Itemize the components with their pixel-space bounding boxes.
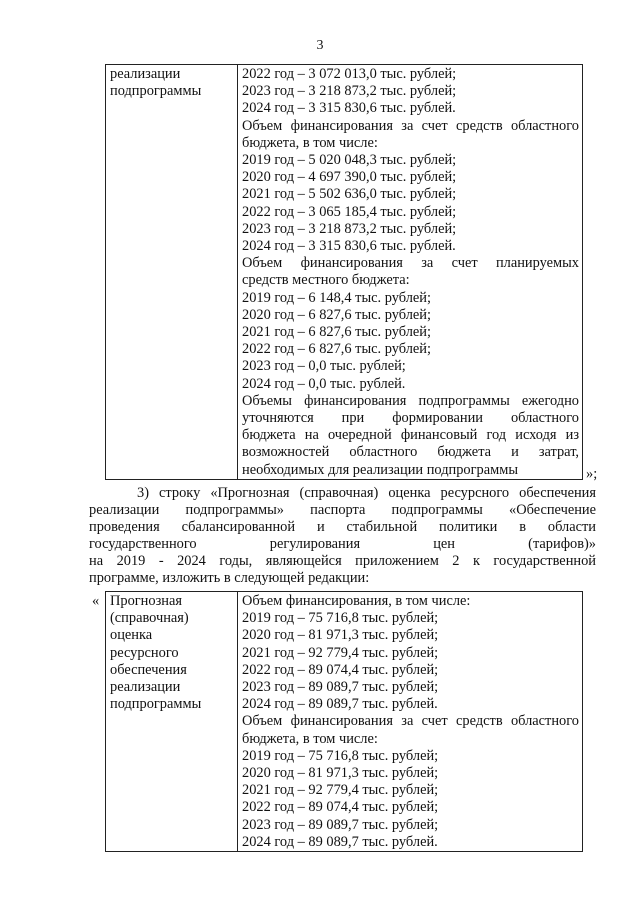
row-label-line: (справочная) bbox=[110, 610, 189, 627]
value-line: 2022 год – 6 827,6 тыс. рублей; bbox=[242, 341, 431, 358]
value-line: 2022 год – 89 074,4 тыс. рублей; bbox=[242, 799, 439, 816]
value-line: 2020 год – 6 827,6 тыс. рублей; bbox=[242, 306, 431, 323]
value-line: 2019 год – 6 148,4 тыс. рублей; bbox=[242, 289, 431, 306]
page-number: 3 bbox=[316, 38, 324, 53]
value-line: 2023 год – 0,0 тыс. рублей; bbox=[242, 358, 406, 375]
row-label-line: подпрограммы bbox=[110, 83, 202, 100]
paragraph-line: проведения сбалансированной и стабильной политики в области bbox=[89, 519, 596, 535]
paragraph-line: программе, изложить в следующей редакции: bbox=[89, 570, 370, 586]
value-line: 2019 год – 5 020 048,3 тыс. рублей; bbox=[242, 152, 457, 169]
value-line: уточняются при формировании областного bbox=[242, 410, 579, 427]
value-line: 2021 год – 92 779,4 тыс. рублей; bbox=[242, 644, 439, 661]
value-line: необходимых для реализации подпрограммы bbox=[242, 461, 518, 478]
value-line: 2023 год – 89 089,7 тыс. рублей; bbox=[242, 816, 439, 833]
value-line: 2020 год – 4 697 390,0 тыс. рублей; bbox=[242, 169, 457, 186]
paragraph-line: на 2019 - 2024 годы, являющейся приложением 2 к государственной bbox=[89, 553, 596, 569]
row-label-cell bbox=[106, 65, 238, 480]
value-line: 2021 год – 5 502 636,0 тыс. рублей; bbox=[242, 186, 457, 203]
value-line: 2024 год – 89 089,7 тыс. рублей. bbox=[242, 696, 438, 713]
row-value-cell bbox=[238, 65, 583, 480]
funding-table-1 bbox=[105, 64, 583, 480]
closing-quote-mark: »; bbox=[586, 466, 598, 482]
value-line: 2023 год – 89 089,7 тыс. рублей; bbox=[242, 679, 439, 696]
value-line: бюджета на очередной финансовый год исходя из bbox=[242, 427, 579, 444]
row-label-line: ресурсного bbox=[110, 644, 179, 661]
paragraph-line: государственного регулирования цен (тарифов)» bbox=[89, 536, 596, 552]
table-row bbox=[106, 592, 583, 852]
value-line: 2022 год – 3 072 013,0 тыс. рублей; bbox=[242, 66, 457, 82]
value-line: возможностей областного бюджета и затрат, bbox=[242, 444, 579, 461]
value-line: Объем финансирования за счет планируемых bbox=[242, 255, 579, 272]
value-line: 2019 год – 75 716,8 тыс. рублей; bbox=[242, 747, 439, 764]
value-line: Объем финансирования за счет средств областного bbox=[242, 117, 579, 134]
value-line: 2024 год – 0,0 тыс. рублей. bbox=[242, 375, 406, 392]
row-label-line: обеспечения bbox=[110, 661, 187, 678]
value-line: Объем финансирования, в том числе: bbox=[242, 593, 471, 609]
paragraph-line: реализации подпрограммы» паспорта подпрограммы «Обеспечение bbox=[89, 502, 596, 518]
value-line: 2019 год – 75 716,8 тыс. рублей; bbox=[242, 610, 439, 627]
value-line: 2023 год – 3 218 873,2 тыс. рублей; bbox=[242, 220, 457, 237]
row-value-cell bbox=[238, 592, 583, 852]
value-line: 2020 год – 81 971,3 тыс. рублей; bbox=[242, 765, 439, 782]
value-line: бюджета, в том числе: bbox=[242, 134, 378, 151]
value-line: 2021 год – 92 779,4 тыс. рублей; bbox=[242, 782, 439, 799]
value-line: 2020 год – 81 971,3 тыс. рублей; bbox=[242, 627, 439, 644]
row-label-line: подпрограммы bbox=[110, 696, 202, 713]
paragraph-line: 3) строку «Прогнозная (справочная) оценка ресурсного обеспечения bbox=[137, 485, 596, 501]
value-line: 2021 год – 6 827,6 тыс. рублей; bbox=[242, 324, 431, 341]
funding-table-2 bbox=[105, 591, 583, 852]
value-line: 2023 год – 3 218 873,2 тыс. рублей; bbox=[242, 83, 457, 100]
row-label-line: реализации bbox=[110, 66, 181, 82]
table-row bbox=[106, 65, 583, 480]
value-line: 2022 год – 3 065 185,4 тыс. рублей; bbox=[242, 203, 457, 220]
value-line: 2024 год – 89 089,7 тыс. рублей. bbox=[242, 833, 438, 850]
row-label-cell bbox=[106, 592, 238, 852]
opening-quote-mark: « bbox=[92, 593, 100, 609]
value-line: бюджета, в том числе: bbox=[242, 730, 378, 747]
value-line: средств местного бюджета: bbox=[242, 272, 410, 289]
row-label-line: Прогнозная bbox=[110, 593, 182, 609]
amendment-paragraph bbox=[89, 485, 596, 587]
row-label-line: оценка bbox=[110, 627, 153, 644]
row-label-line: реализации bbox=[110, 679, 181, 696]
value-line: 2022 год – 89 074,4 тыс. рублей; bbox=[242, 661, 439, 678]
value-line: Объем финансирования за счет средств областного bbox=[242, 713, 579, 730]
value-line: Объемы финансирования подпрограммы ежегодно bbox=[242, 392, 579, 409]
value-line: 2024 год – 3 315 830,6 тыс. рублей. bbox=[242, 100, 456, 117]
value-line: 2024 год – 3 315 830,6 тыс. рублей. bbox=[242, 238, 456, 255]
